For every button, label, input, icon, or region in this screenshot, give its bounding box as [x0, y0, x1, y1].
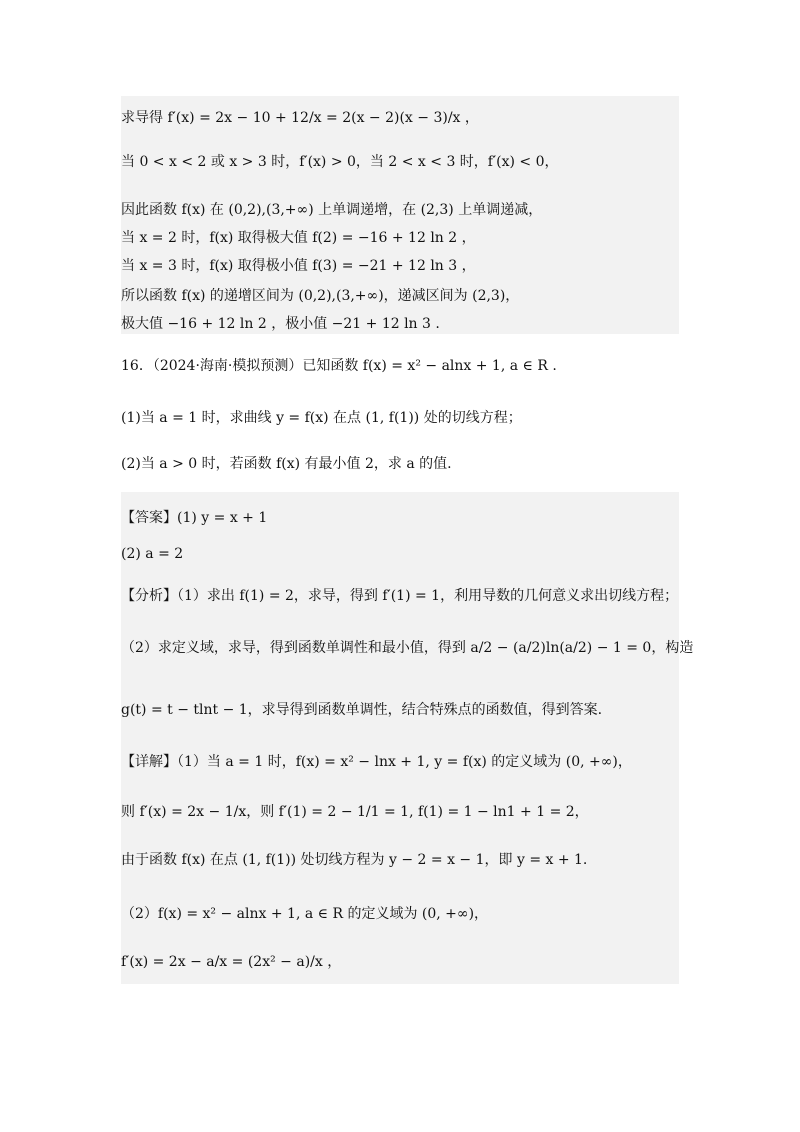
derivative-line: 求导得 f′(x) = 2x − 10 + 12/x = 2(x − 2)(x − 3)/x ， [121, 110, 479, 126]
interval-line: 所以函数 f(x) 的递增区间为 (0,2),(3,+∞)，递减区间为 (2,3)， [121, 288, 520, 304]
analysis-2: （2）求定义域，求导，得到函数单调性和最小值，得到 a/2 − (a/2)ln(a/2) − 1 = 0，构造 [121, 640, 694, 656]
question-part-2: (2)当 a > 0 时，若函数 f(x) 有最小值 2，求 a 的值. [121, 456, 452, 472]
answer-1: 【答案】(1) y = x + 1 [121, 510, 268, 526]
detail-4: （2）f(x) = x² − alnx + 1, a ∈ R 的定义域为 (0, +∞)， [121, 906, 489, 922]
monotonic-line: 因此函数 f(x) 在 (0,2),(3,+∞) 上单调递增，在 (2,3) 上单调递减， [121, 202, 543, 218]
question-part-1: (1)当 a = 1 时，求曲线 y = f(x) 在点 (1, f(1)) 处的切线方程； [121, 410, 522, 426]
analysis-3: g(t) = t − tlnt − 1，求导得到函数单调性，结合特殊点的函数值，得到答案. [121, 702, 603, 718]
sign-line: 当 0 < x < 2 或 x > 3 时，f′(x) > 0，当 2 < x < 3 时，f′(x) < 0， [121, 154, 559, 170]
extrema-line: 极大值 −16 + 12 ln 2 ，极小值 −21 + 12 ln 3 . [121, 316, 440, 332]
question-stem: 16．（2024·海南·模拟预测）已知函数 f(x) = x² − alnx + 1, a ∈ R . [121, 358, 557, 374]
detail-3: 由于函数 f(x) 在点 (1, f(1)) 处切线方程为 y − 2 = x − 1，即 y = x + 1. [121, 852, 588, 868]
detail-5: f′(x) = 2x − a/x = (2x² − a)/x ， [121, 954, 342, 970]
max-line: 当 x = 2 时，f(x) 取得极大值 f(2) = −16 + 12 ln 2 ， [121, 230, 476, 246]
answer-2: (2) a = 2 [121, 546, 184, 562]
detail-1: 【详解】（1）当 a = 1 时，f(x) = x² − lnx + 1, y = f(x) 的定义域为 (0, +∞)， [121, 754, 632, 770]
analysis-1: 【分析】（1）求出 f(1) = 2，求导，得到 f′(1) = 1，利用导数的几何意义求出切线方程； [121, 588, 679, 604]
detail-2: 则 f′(x) = 2x − 1/x，则 f′(1) = 2 − 1/1 = 1, f(1) = 1 − ln1 + 1 = 2， [121, 804, 589, 820]
min-line: 当 x = 3 时，f(x) 取得极小值 f(3) = −21 + 12 ln 3 ， [121, 258, 476, 274]
